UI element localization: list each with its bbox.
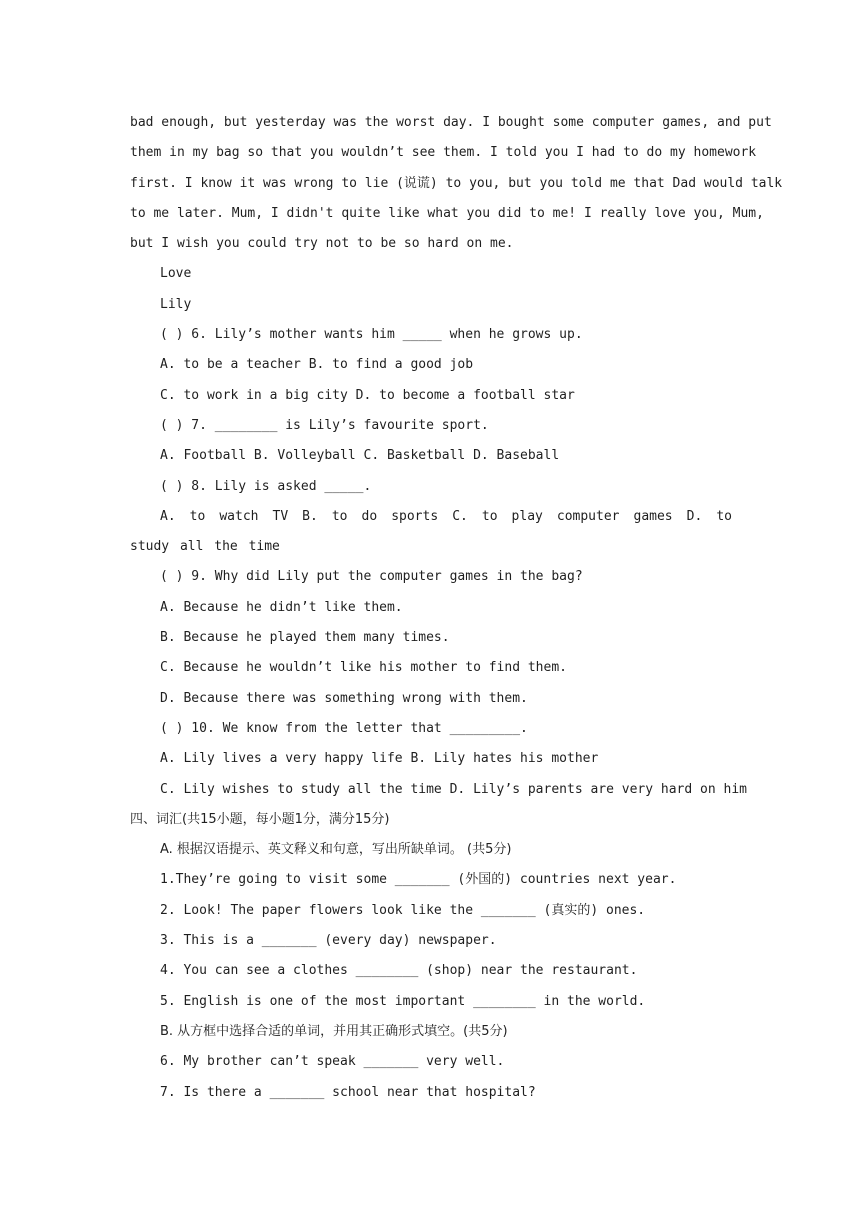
vocab-item: 3. This is a _______ (every day) newspaper. [160,933,497,949]
question-option: A. Because he didn’t like them. [160,599,403,615]
question-option: B. Because he played them many times. [160,630,450,646]
question-option: C. Lily wishes to study all the time D. Lily’s parents are very hard on him [160,781,747,797]
section-title: 四、词汇(共15小题，每小题1分，满分15分) [130,811,390,827]
part-b-title: B. 从方框中选择合适的单词，并用其正确形式填空。(共5分) [160,1023,508,1039]
question-stem: ( ) 9. Why did Lily put the computer games in the bag? [160,569,583,585]
letter-body [130,108,783,259]
question-stem: ( ) 7. ________ is Lily’s favourite sport. [160,417,489,433]
question-stem: ( ) 10. We know from the letter that _________. [160,720,528,736]
vocab-item: 5. English is one of the most important ________ in the world. [160,993,646,1009]
document-page [130,108,783,1108]
letter-line: to me later. Mum, I didn't quite like what you did to me! I really love you, Mum, [130,205,764,221]
vocab-item: 4. You can see a clothes ________ (shop) near the restaurant. [160,963,638,979]
vocab-item: 2. Look! The paper flowers look like the _______ (真实的) ones. [160,902,646,918]
question-stem: ( ) 6. Lily’s mother wants him _____ when he grows up. [160,327,583,343]
vocab-item: 6. My brother can’t speak _______ very well. [160,1054,505,1070]
question-stem: ( ) 8. Lily is asked _____. [160,478,372,494]
vocab-item: 1.They’re going to visit some _______ (外国的) countries next year. [160,872,677,888]
question-option: A. Lily lives a very happy life B. Lily hates his mother [160,751,599,767]
question-option-wrapped: A. to watch TV B. to do sports C. to play computer games D. to study all the time [130,508,732,555]
question-option: A. Football B. Volleyball C. Basketball D. Baseball [160,448,560,464]
question-option: C. Because he wouldn’t like his mother to find them. [160,660,567,676]
letter-line: bad enough, but yesterday was the worst day. I bought some computer games, and put [130,115,772,130]
letter-line: them in my bag so that you wouldn’t see them. I told you I had to do my homework [130,145,757,161]
part-a-title: A. 根据汉语提示、英文释义和句意，写出所缺单词。 (共5分) [160,842,512,858]
question-option: C. to work in a big city D. to become a football star [160,387,575,403]
letter-line: but I wish you could try not to be so hard on me. [130,236,514,252]
question-option: D. Because there was something wrong with them. [160,690,528,706]
letter-signature: Lily [160,296,192,312]
vocab-item: 7. Is there a _______ school near that hospital? [160,1084,536,1100]
letter-closing: Love [160,266,192,282]
question-option: A. to be a teacher B. to find a good job [160,357,474,373]
letter-line: first. I know it was wrong to lie (说谎) to you, but you told me that Dad would talk [130,175,783,191]
